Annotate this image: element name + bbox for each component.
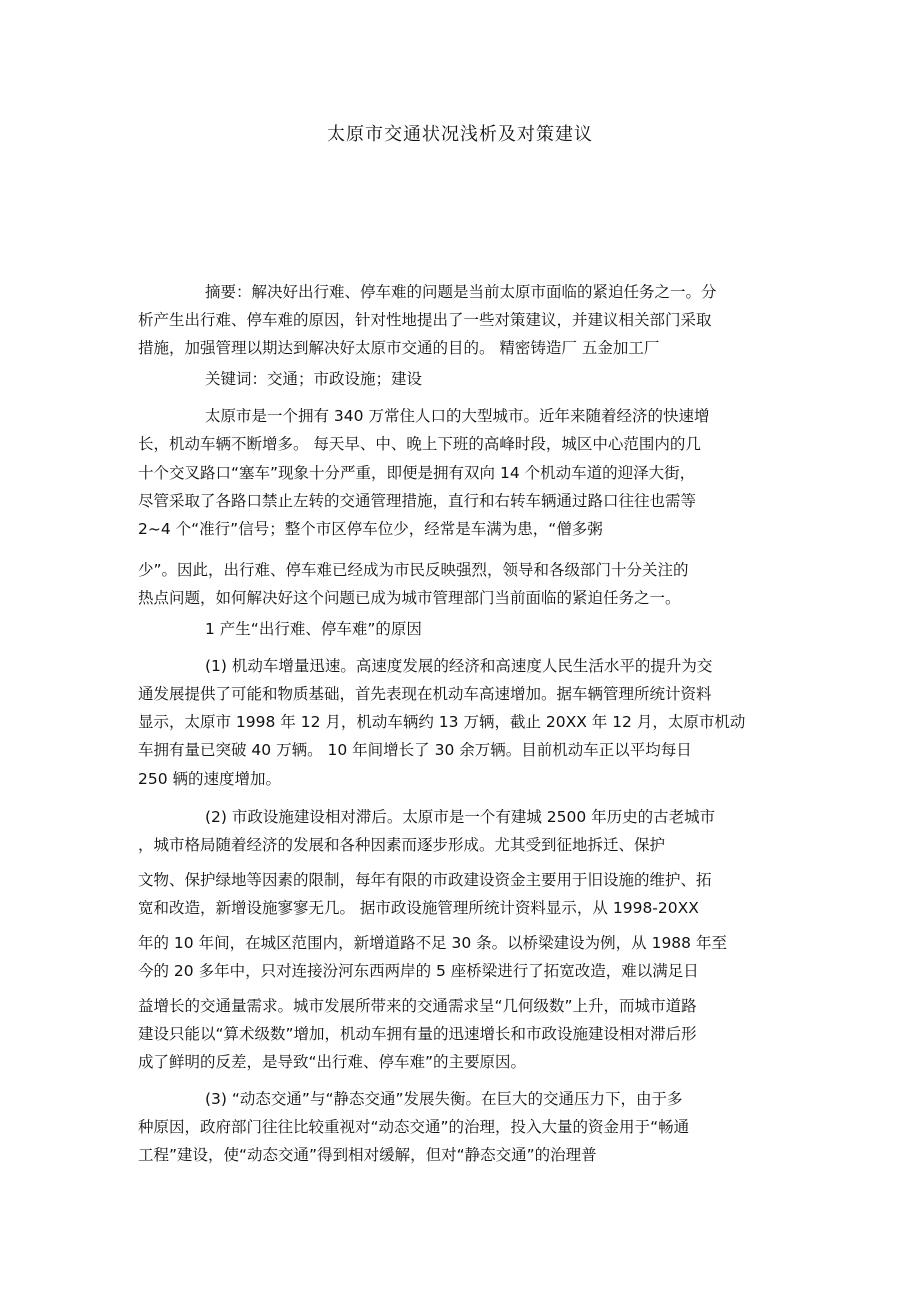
paragraph-line: 2~4 个“准行”信号；整个市区停车位少，经常是车满为患，“僧多粥 — [138, 520, 603, 538]
paragraph-line: 种原因，政府部门往往比较重视对“动态交通”的治理，投入大量的资金用于“畅通 — [138, 1118, 690, 1136]
paragraph-line: (1) 机动车增量迅速。高速度发展的经济和高速度人民生活水平的提升为交 — [205, 657, 713, 675]
paragraph-line: 文物、保护绿地等因素的限制，每年有限的市政建设资金主要用于旧设施的维护、拓 — [138, 871, 712, 889]
paragraph-line: 建设只能以“算术级数”增加，机动车拥有量的迅速增长和市政设施建设相对滞后形 — [138, 1025, 697, 1043]
paragraph-line: 宽和改造，新增设施寥寥无几。 据市政设施管理所统计资料显示，从 1998-20XX — [138, 899, 699, 917]
page-title: 太原市交通状况浅析及对策建议 — [327, 124, 593, 145]
paragraph-line: 热点问题，如何解决好这个问题已成为城市管理部门当前面临的紧迫任务之一。 — [138, 589, 681, 607]
paragraph-line: 通发展提供了可能和物质基础，首先表现在机动车高速增加。据车辆管理所统计资料 — [138, 685, 712, 703]
paragraph-line: 250 辆的速度增加。 — [138, 770, 282, 788]
paragraph-line: (2) 市政设施建设相对滞后。太原市是一个有建城 2500 年历史的古老城市 — [205, 808, 716, 826]
paragraph-line: ，城市格局随着经济的发展和各种因素而逐步形成。尤其受到征地拆迁、保护 — [138, 836, 666, 854]
paragraph-line: 车拥有量已突破 40 万辆。 10 年间增长了 30 余万辆。目前机动车正以平均每日 — [138, 741, 692, 759]
paragraph-line: 摘要：解决好出行难、停车难的问题是当前太原市面临的紧迫任务之一。分 — [205, 283, 717, 301]
paragraph-line: 工程”建设，使“动态交通”得到相对缓解，但对“静态交通”的治理普 — [138, 1146, 597, 1164]
paragraph-line: 十个交叉路口“塞车”现象十分严重，即便是拥有双向 14 个机动车道的迎泽大街， — [138, 464, 696, 482]
paragraph-line: 今的 20 多年中，只对连接汾河东西两岸的 5 座桥梁进行了拓宽改造，难以满足日 — [138, 962, 699, 980]
paragraph-line: (3) “动态交通”与“静态交通”发展失衡。在巨大的交通压力下，由于多 — [205, 1090, 683, 1108]
paragraph-line: 年的 10 年间，在城区范围内，新增道路不足 30 条。以桥梁建设为例，从 1988 年至 — [138, 934, 727, 952]
paragraph-line: 尽管采取了各路口禁止左转的交通管理措施，直行和右转车辆通过路口往往也需等 — [138, 492, 697, 510]
paragraph-line: 长，机动车辆不断增多。 每天早、中、晚上下班的高峰时段，城区中心范围内的几 — [138, 435, 701, 453]
paragraph-line: 少”。因此，出行难、停车难已经成为市民反映强烈，领导和各级部门十分关注的 — [138, 561, 689, 579]
paragraph-line: 益增长的交通量需求。城市发展所带来的交通需求呈“几何级数”上升，而城市道路 — [138, 997, 697, 1015]
paragraph-line: 析产生出行难、停车难的原因，针对性地提出了一些对策建议，并建议相关部门采取 — [138, 311, 712, 329]
paragraph-line: 太原市是一个拥有 340 万常住人口的大型城市。近年来随着经济的快速增 — [205, 407, 710, 425]
section-heading: 1 产生“出行难、停车难”的原因 — [205, 620, 422, 638]
paragraph-line: 措施，加强管理以期达到解决好太原市交通的目的。 精密铸造厂 五金加工厂 — [138, 339, 660, 357]
paragraph-line: 成了鲜明的反差，是导致“出行难、停车难”的主要原因。 — [138, 1053, 527, 1071]
paragraph-line: 显示，太原市 1998 年 12 月，机动车辆约 13 万辆，截止 20XX 年 12 月，太原市机动 — [138, 713, 746, 731]
keywords-line: 关键词：交通；市政设施；建设 — [205, 370, 423, 388]
